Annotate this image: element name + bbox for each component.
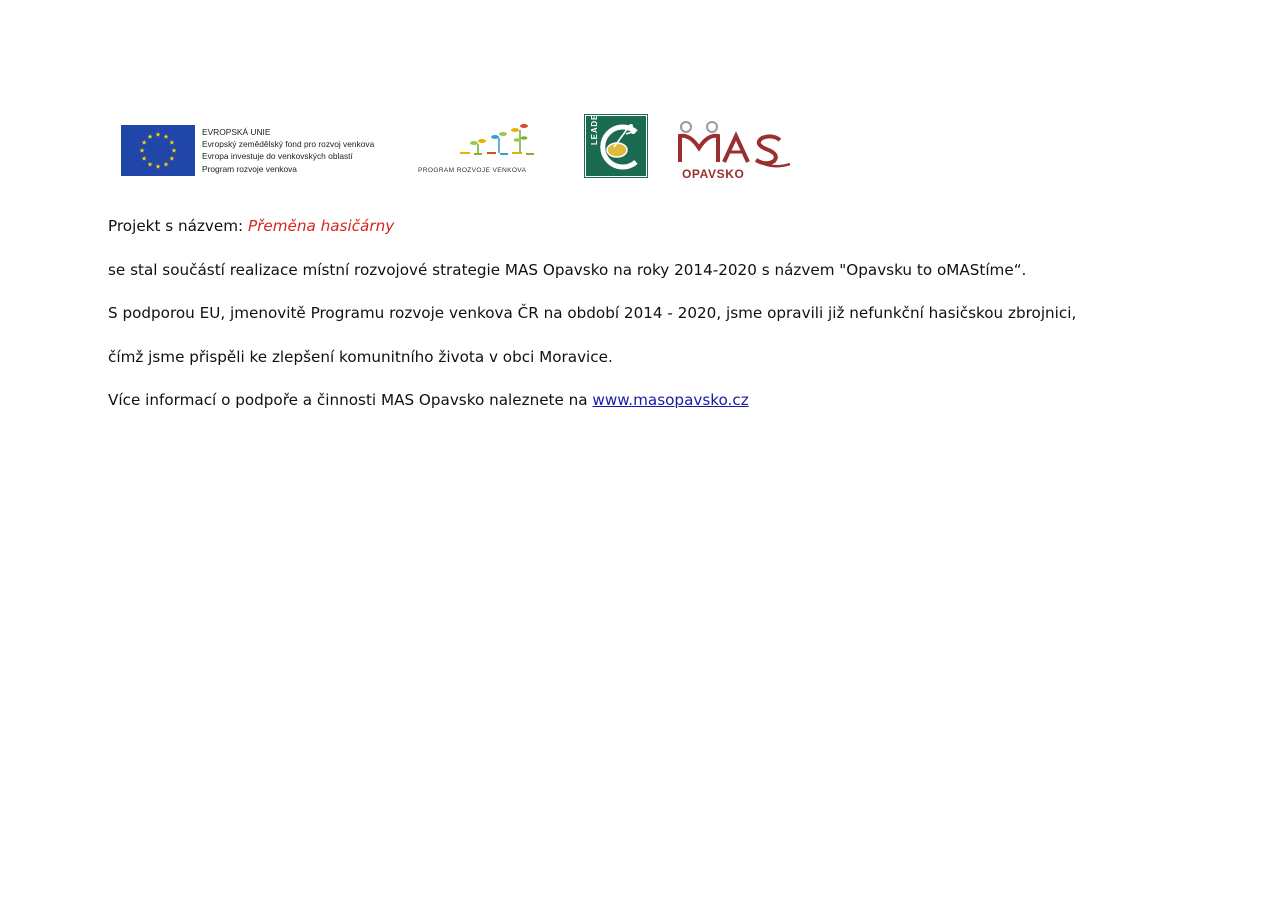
- leader-logo: [584, 114, 648, 178]
- leader-text: LEADER: [590, 114, 599, 145]
- eu-star-icon: [164, 134, 169, 139]
- eu-star-icon: [142, 156, 147, 161]
- project-name-label: Projekt s názvem:: [108, 217, 248, 235]
- eu-star-icon: [169, 156, 174, 161]
- eu-line-4: Program rozvoje venkova: [202, 163, 297, 174]
- mas-opavsko-logo: [676, 118, 796, 184]
- prv-logo: [416, 120, 536, 182]
- paragraph-community: čímž jsme přispěli ke zlepšení komunitního života v obci Moravice.: [108, 347, 613, 366]
- paragraph-strategy: se stal součástí realizace místní rozvojové strategie MAS Opavsko na roky 2014-2020 s názvem "Opavsku to oMAStíme“.: [108, 260, 1027, 279]
- paragraph-project-name: [108, 212, 1208, 240]
- more-info-label: Více informací o podpoře a činnosti MAS Opavsko naleznete na: [108, 391, 593, 409]
- eu-star-icon: [156, 132, 161, 137]
- logo-strip: [120, 114, 800, 186]
- eu-star-icon: [148, 162, 153, 167]
- masopavsko-link[interactable]: www.masopavsko.cz: [592, 391, 749, 409]
- prv-caption: PROGRAM ROZVOJE VENKOVA: [418, 167, 527, 174]
- eu-star-icon: [140, 148, 145, 153]
- eu-star-icon: [172, 148, 177, 153]
- eu-star-icon: [148, 134, 153, 139]
- prv-plants-icon: [454, 120, 538, 162]
- leader-emblem-icon: [584, 114, 648, 178]
- paragraph-support: S podporou EU, jmenovitě Programu rozvoje venkova ČR na období 2014 - 2020, jsme opravili již nefunkční hasičskou zbrojnici,: [108, 304, 1077, 322]
- paragraph-more-info: [108, 386, 1208, 414]
- document-body: [108, 212, 1208, 430]
- eu-line-2: Evropský zemědělský fond pro rozvoj venkova: [202, 139, 375, 150]
- eu-line-1: EVROPSKÁ UNIE: [202, 127, 271, 137]
- mas-emblem-icon: [676, 118, 796, 168]
- eu-line-3: Evropa investuje do venkovských oblastí: [202, 151, 353, 162]
- eu-star-icon: [164, 162, 169, 167]
- eu-logo-text: [202, 126, 374, 175]
- eu-star-icon: [142, 140, 147, 145]
- eu-logo: [120, 124, 400, 178]
- mas-title: MAS: [676, 118, 679, 119]
- eu-flag-icon: [121, 125, 195, 176]
- eu-star-icon: [169, 140, 174, 145]
- project-name: Přeměna hasičárny: [247, 217, 395, 235]
- eu-star-icon: [156, 164, 161, 169]
- mas-subtitle: OPAVSKO: [682, 167, 745, 181]
